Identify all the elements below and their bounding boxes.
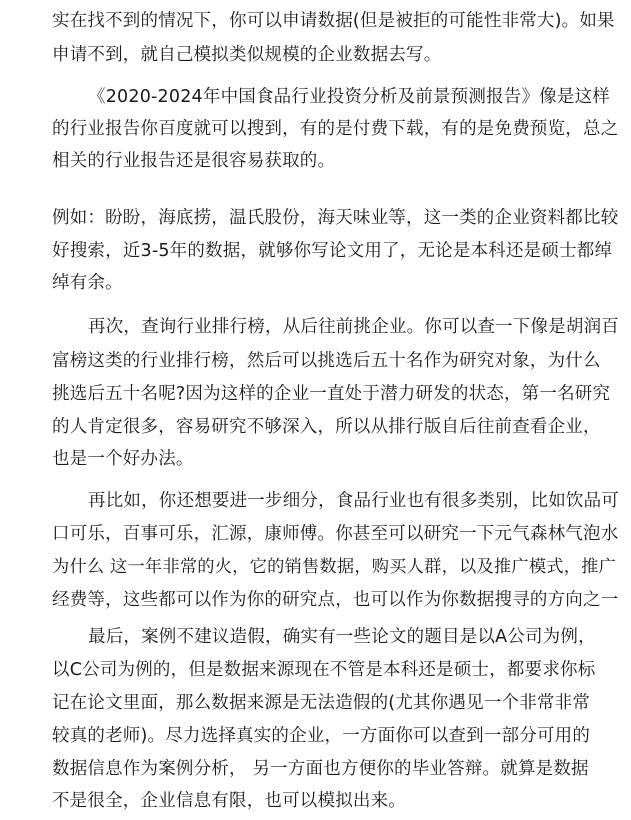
text-line: 的行业报告你百度就可以搜到，有的是付费下载，有的是免费预览，总之 [52,119,619,139]
text-line: 挑选后五十名呢?因为这样的企业一直处于潜力研发的状态，第一名研究 [52,384,611,404]
text-line: 《2020-2024年中国食品行业投资分析及前景预测报告》像是这样 [88,87,610,107]
text-line: 较真的老师)。尽力选择真实的企业，一方面你可以查到一部分可用的 [52,726,591,746]
text-line: 以C公司为例的，但是数据来源现在不管是本科还是硕士，都要求你标 [52,660,596,680]
text-line: 富榜这类的行业排行榜，然后可以挑选后五十名作为研究对象，为什么 [52,351,601,371]
text-line: 再次，查询行业排行榜，从后往前挑企业。你可以查一下像是胡润百 [88,317,619,337]
text-line: 相关的行业报告还是很容易获取的。 [52,151,336,171]
text-line: 再比如，你还想要进一步细分，食品行业也有很多类别，比如饮品可 [88,491,619,511]
text-line: 申请不到，就自己模拟类似规模的企业数据去写。 [52,45,442,65]
text-line: 也是一个好办法。 [52,449,194,469]
text-line: 绰有余。 [52,273,123,293]
text-line: 记在论文里面，那么数据来源是无法造假的(尤其你遇见一个非常非常 [52,693,591,713]
text-line: 好搜索，近3-5年的数据，就够你写论文用了，无论是本科还是硕士都绰 [52,241,613,261]
text-line: 口可乐，百事可乐，汇源，康师傅。你甚至可以研究一下元气森林气泡水 [52,524,619,544]
text-line: 不是很全，企业信息有限，也可以模拟出来。 [52,791,406,811]
text-line: 的人肯定很多，容易研究不够深入，所以从排行版自后往前查看企业， [52,417,601,437]
text-line: 为什么 这一年非常的火，它的销售数据，购买人群，以及推广模式，推广 [52,557,617,577]
text-line: 经费等，这些都可以作为你的研究点，也可以作为你数据搜寻的方向之一 [52,590,619,610]
text-line: 最后，案例不建议造假，确实有一些论文的题目是以A公司为例， [88,627,596,647]
text-line: 例如：盼盼，海底捞，温氏股份，海天味业等，这一类的企业资料都比较 [52,208,619,228]
text-line: 实在找不到的情况下，你可以申请数据(但是被拒的可能性非常大)。如果 [52,11,615,31]
text-line: 数据信息作为案例分析， 另一方面也方便你的毕业答辩。就算是数据 [52,759,589,779]
